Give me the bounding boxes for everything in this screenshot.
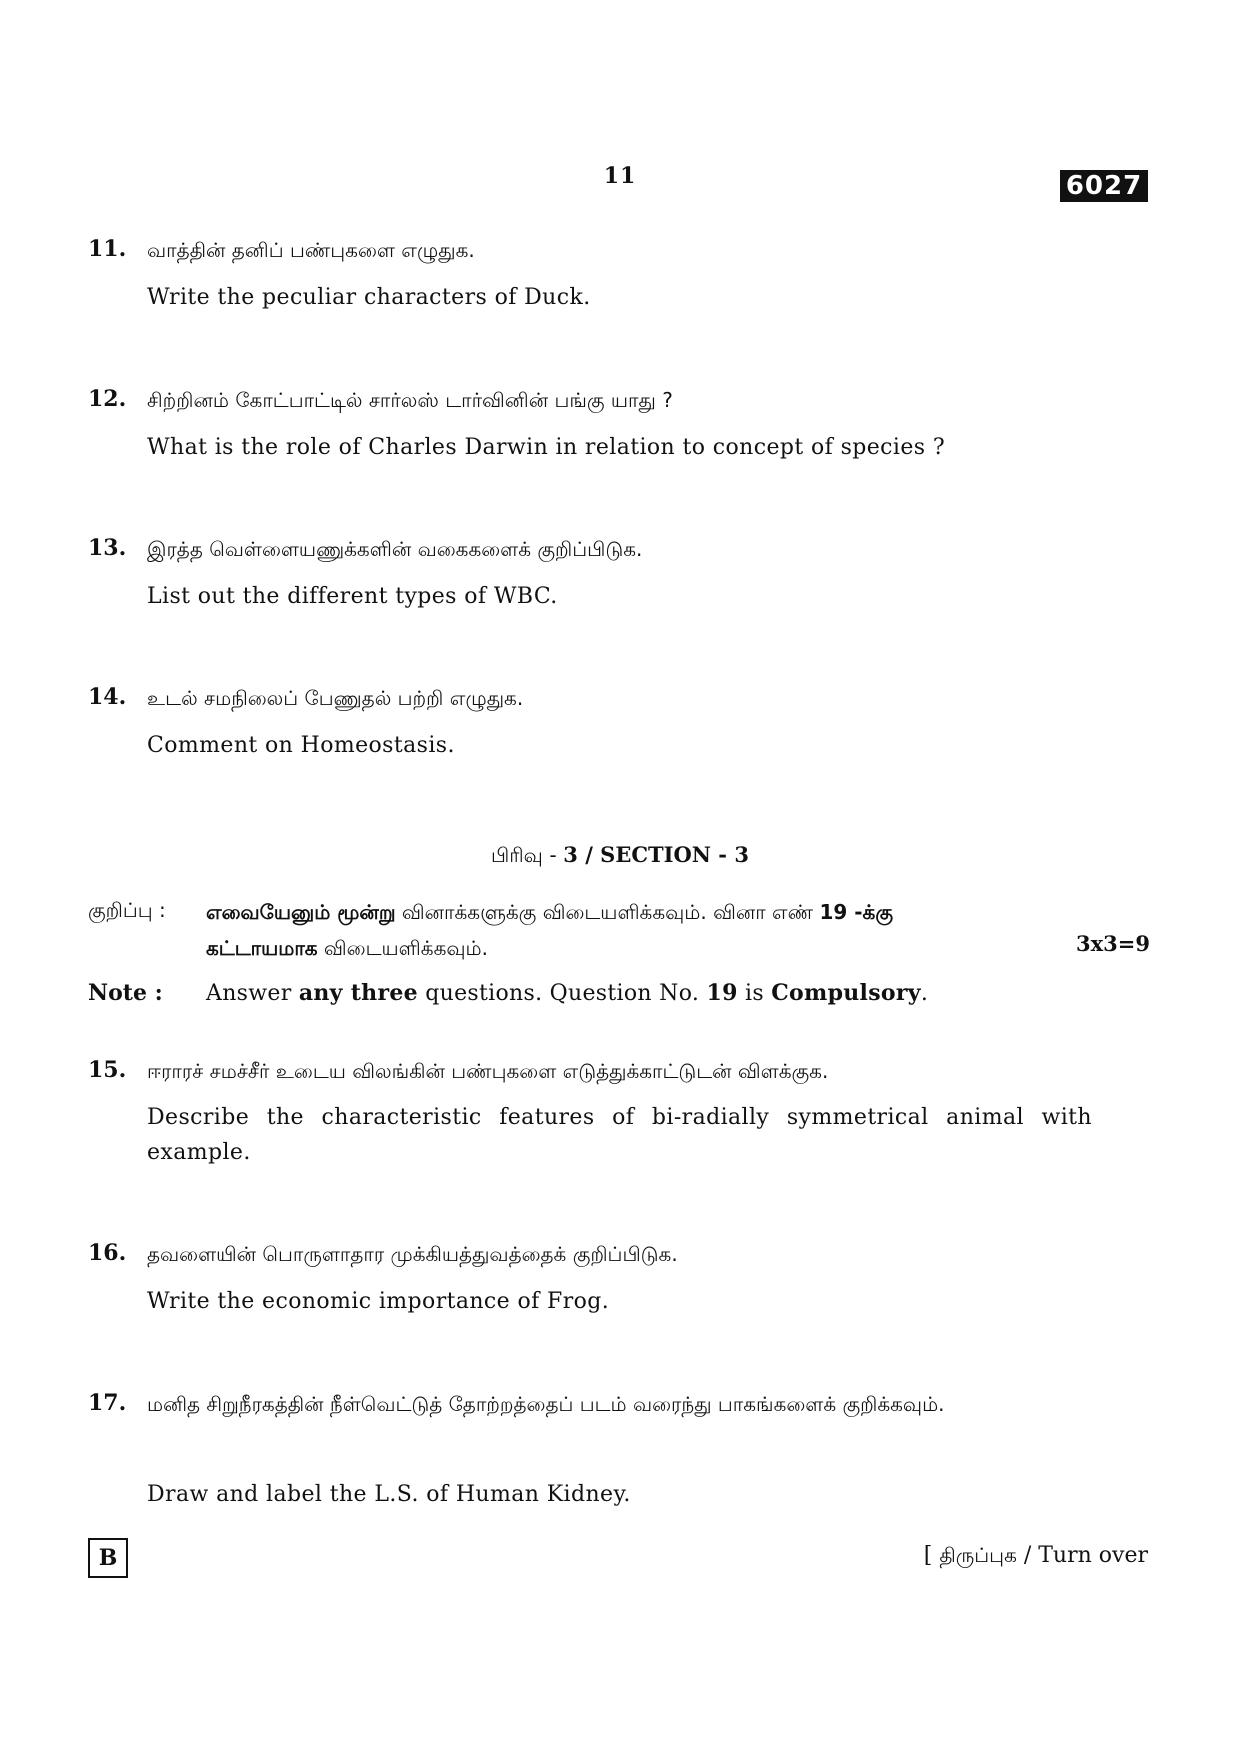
note-text: .: [920, 981, 929, 1006]
turn-over-tamil: திருப்புக: [939, 1543, 1017, 1567]
page-number: 11: [603, 163, 637, 189]
question-tamil-text: வாத்தின் தனிப் பண்புகளை எழுதுக.: [147, 238, 475, 262]
question-number: 14.: [88, 684, 127, 710]
kurippu-emphasis: எவையேனும் மூன்று: [206, 900, 396, 924]
question-tamil-text: மனித சிறுநீரகத்தின் நீள்வெட்டுத் தோற்றத்தைப் படம் வரைந்து பாகங்களைக் குறிக்கவும்.: [147, 1392, 945, 1416]
section-heading: [0, 842, 1240, 870]
note-emphasis: any three: [298, 980, 418, 1006]
question-english-text: List out the different types of WBC.: [147, 584, 558, 609]
turn-over-label: [924, 1543, 1148, 1570]
question-tamil-text: ஈராரச் சமச்சீர் உடைய விலங்கின் பண்புகளை எடுத்துக்காட்டுடன் விளக்குக.: [147, 1059, 829, 1083]
note-text: questions. Question No.: [417, 981, 707, 1006]
question-number: 17.: [88, 1390, 127, 1416]
question-tamil-text: இரத்த வெள்ளையணுக்களின் வகைகளைக் குறிப்பிடுக.: [147, 537, 643, 561]
note-emphasis: 19: [706, 980, 738, 1006]
question-english-text: Comment on Homeostasis.: [147, 733, 455, 758]
question-tamil-text: சிற்றினம் கோட்பாட்டில் சார்லஸ் டார்வினின் பங்கு யாது ?: [147, 388, 673, 412]
section-heading-english: 3 / SECTION - 3: [563, 842, 749, 867]
section-heading-separator: -: [542, 843, 564, 867]
turn-over-bracket: [: [923, 1543, 940, 1568]
question-english-text: What is the role of Charles Darwin in relation to concept of species ?: [147, 435, 946, 460]
kurippu-text: விடையளிக்கவும்.: [317, 936, 488, 960]
section-heading-tamil: பிரிவு: [491, 843, 543, 867]
question-english-text: Describe the characteristic features of bi-radially symmetrical animal with example.: [147, 1105, 1092, 1165]
question-english-text: Write the economic importance of Frog.: [147, 1289, 610, 1314]
kurippu-text: வினாக்களுக்கு விடையளிக்கவும். வினா எண்: [395, 900, 820, 924]
question-number: 15.: [88, 1057, 127, 1083]
section-marks: 3x3=9: [1076, 931, 1150, 956]
question-number: 16.: [88, 1240, 127, 1266]
kurippu-emphasis: 19 -க்கு: [819, 900, 893, 924]
question-tamil-text: தவளையின் பொருளாதார முக்கியத்துவத்தைக் குறிப்பிடுக.: [147, 1242, 678, 1266]
question-english-text: Draw and label the L.S. of Human Kidney.: [147, 1482, 631, 1507]
question-tamil-text: உடல் சமநிலைப் பேணுதல் பற்றி எழுதுக.: [147, 686, 524, 710]
note-text: Answer: [206, 981, 299, 1006]
note-emphasis: Compulsory: [771, 980, 921, 1006]
kurippu-emphasis: கட்டாயமாக: [206, 936, 318, 960]
version-box: B: [88, 1538, 128, 1578]
turn-over-english: / Turn over: [1016, 1543, 1148, 1568]
question-english-text: Write the peculiar characters of Duck.: [147, 285, 591, 310]
note-label: Note :: [88, 980, 163, 1006]
question-number: 12.: [88, 386, 127, 412]
question-number: 13.: [88, 535, 127, 561]
note-instruction: [206, 980, 928, 1006]
question-number: 11.: [88, 236, 127, 262]
kurippu-label: குறிப்பு :: [88, 898, 166, 922]
note-text: is: [737, 981, 772, 1006]
paper-code-badge: 6027: [1060, 170, 1148, 202]
kurippu-instruction: [206, 894, 1086, 966]
